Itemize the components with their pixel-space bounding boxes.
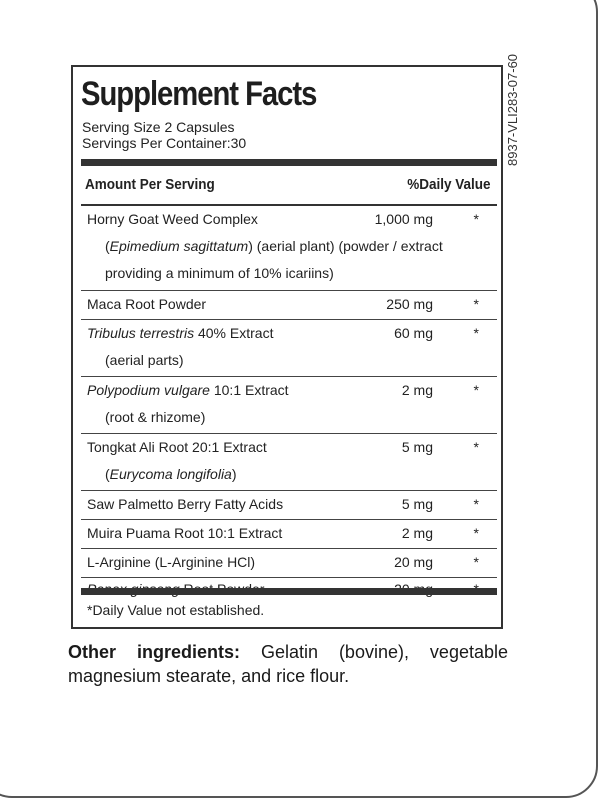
ingredient-row xyxy=(81,548,497,577)
ingredient-text: Horny Goat Weed Complex xyxy=(87,211,258,227)
ingredient-daily-value: * xyxy=(473,554,479,570)
servings-per-container: Servings Per Container:30 xyxy=(82,135,247,151)
ingredient-text: Eurycoma longifolia xyxy=(109,466,232,482)
ingredient-text: ( xyxy=(105,466,110,482)
ingredient-daily-value: * xyxy=(473,296,479,312)
ingredient-daily-value: * xyxy=(473,496,479,512)
ingredient-daily-value: * xyxy=(473,325,479,341)
ingredient-text: Tongkat Ali Root 20:1 Extract xyxy=(87,439,267,455)
footnote: *Daily Value not established. xyxy=(87,602,265,618)
ingredient-detail xyxy=(105,409,205,425)
ingredient-text: 10:1 Extract xyxy=(209,382,289,398)
footer-divider xyxy=(81,588,497,595)
ingredient-amount: 2 mg xyxy=(401,525,433,541)
ingredient-row xyxy=(81,319,497,376)
ingredient-detail xyxy=(105,466,237,482)
supplement-facts-panel xyxy=(71,65,503,629)
ingredient-amount: 20 mg xyxy=(394,554,433,570)
ingredient-amount: 1,000 mg xyxy=(374,211,433,227)
header-divider xyxy=(81,159,497,166)
ingredient-amount: 5 mg xyxy=(401,496,433,512)
ingredient-detail xyxy=(105,238,443,254)
ingredient-name xyxy=(87,525,282,541)
ingredient-text: 40% Extract xyxy=(194,325,274,341)
amount-per-serving-header: Amount Per Serving xyxy=(85,176,215,193)
ingredient-detail xyxy=(105,265,334,281)
ingredient-text: Muira Puama Root 10:1 Extract xyxy=(87,525,283,541)
facts-title: Supplement Facts xyxy=(81,75,317,113)
ingredient-name xyxy=(87,496,283,512)
ingredient-amount: 5 mg xyxy=(401,439,433,455)
ingredient-name xyxy=(87,382,289,398)
ingredient-name xyxy=(87,296,206,312)
ingredient-text: ) (aerial plant) (powder / extract xyxy=(248,238,443,254)
ingredient-text: Saw Palmetto Berry Fatty Acids xyxy=(87,496,284,512)
ingredient-text: ) xyxy=(231,466,237,482)
ingredient-row xyxy=(81,204,497,290)
ingredient-name xyxy=(87,211,258,227)
ingredient-text: ( xyxy=(105,238,110,254)
ingredient-detail xyxy=(105,352,184,368)
ingredient-text: Maca Root Powder xyxy=(87,296,207,312)
lot-code: 8937-VLI283-07-60 xyxy=(505,53,520,166)
ingredient-text: (root & rhizome) xyxy=(105,409,206,425)
ingredient-row xyxy=(81,490,497,519)
other-ingredients-label: Other ingredients: xyxy=(68,642,240,662)
ingredient-text: providing a minimum of 10% icariins) xyxy=(105,265,334,281)
serving-size: Serving Size 2 Capsules xyxy=(82,119,235,135)
ingredient-amount: 60 mg xyxy=(394,325,433,341)
ingredient-name xyxy=(87,439,267,455)
ingredient-name xyxy=(87,554,255,570)
ingredient-daily-value: * xyxy=(473,211,479,227)
ingredient-text: Epimedium sagittatum xyxy=(109,238,249,254)
ingredient-text: Polypodium vulgare xyxy=(87,382,210,398)
ingredient-row xyxy=(81,376,497,433)
ingredient-table xyxy=(81,204,497,602)
ingredient-row xyxy=(81,433,497,490)
ingredient-daily-value: * xyxy=(473,439,479,455)
ingredient-amount: 2 mg xyxy=(401,382,433,398)
other-ingredients xyxy=(68,640,508,688)
ingredient-row xyxy=(81,290,497,319)
ingredient-text: Tribulus terrestris xyxy=(87,325,195,341)
other-ingredients-text: Gelatin (bovine), vegetable magnesium stearate, and rice flour. xyxy=(68,642,508,686)
ingredient-name xyxy=(87,325,273,341)
ingredient-row xyxy=(81,519,497,548)
ingredient-text: L-Arginine (L-Arginine HCl) xyxy=(87,554,256,570)
ingredient-daily-value: * xyxy=(473,525,479,541)
ingredient-text: (aerial parts) xyxy=(105,352,184,368)
ingredient-daily-value: * xyxy=(473,382,479,398)
daily-value-header: %Daily Value xyxy=(407,176,491,193)
ingredient-amount: 250 mg xyxy=(386,296,433,312)
